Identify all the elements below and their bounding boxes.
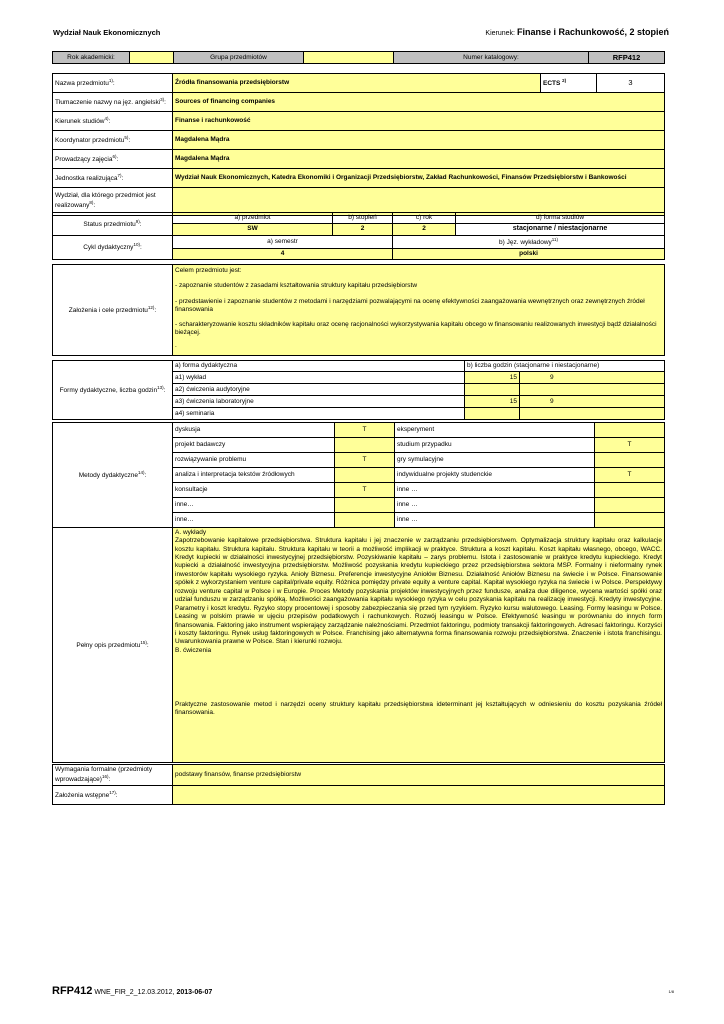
faculty-header: Wydział Nauk Ekonomicznych (53, 28, 161, 37)
method-mark[interactable]: T (335, 453, 395, 468)
method-name: inne … (395, 498, 595, 513)
cycle-label: Cykl dydaktyczny$^{10)}$: (53, 235, 173, 259)
methods-table (52, 422, 665, 528)
forms-form-header: a) forma dydaktyczna (173, 361, 465, 372)
status-form-header: d) forma studiów (456, 213, 665, 224)
direction-label: Kierunek studiów$^{4)}$: (53, 112, 173, 131)
academic-year-label: Rok akademicki: (53, 52, 130, 64)
direction-value[interactable]: Finanse i rachunkowość (173, 112, 665, 131)
method-mark[interactable]: T (335, 483, 395, 498)
goals-value[interactable] (173, 265, 665, 356)
method-name: studium przypadku (395, 438, 595, 453)
topbar-table (52, 51, 665, 64)
requirements-table (52, 764, 665, 805)
method-name: dyskusja (173, 423, 335, 438)
cycle-semester-header: a) semestr (173, 235, 393, 248)
unit-value[interactable]: Wydział Nauk Ekonomicznych, Katedra Ekonomiki i Organizacji Przedsiębiorstw, Zakład Rachunkowości, Finansów Przedsiębiorstw i Bankowości (173, 169, 665, 188)
method-name: inne… (173, 498, 335, 513)
form-item-auditory: a2) ćwiczenia audytoryjne (173, 384, 465, 396)
method-mark[interactable] (595, 483, 665, 498)
form-item-seminar: a4) seminaria (173, 408, 465, 420)
status-degree-value[interactable]: 2 (333, 224, 393, 236)
goals-line: - zapoznanie studentów z zasadami kształtowania struktury kapitału przedsiębiorstw (175, 282, 418, 290)
forms-hours-header: b) liczba godzin (stacjonarne i niestacjonarne) (465, 361, 665, 372)
method-mark[interactable] (335, 468, 395, 483)
cycle-semester-value[interactable]: 4 (173, 249, 393, 260)
teacher-value[interactable]: Magdalena Mądra (173, 150, 665, 169)
method-name: indywidualne projekty studenckie (395, 468, 595, 483)
form-hours-extramural[interactable] (520, 408, 665, 420)
method-name: analiza i interpretacja tekstów źródłowych (173, 468, 335, 483)
lectures-heading: A. wykłady (175, 529, 207, 536)
form-hours-stationary[interactable]: 15 (465, 396, 520, 408)
status-degree-header: b) stopień (333, 213, 393, 224)
ects-value[interactable]: 3 (597, 74, 665, 93)
form-item-laboratory: a3) ćwiczenia laboratoryjne (173, 396, 465, 408)
goals-table (52, 264, 665, 356)
method-name: inne… (173, 513, 335, 528)
form-hours-stationary[interactable]: 15 (465, 372, 520, 384)
method-mark[interactable] (595, 423, 665, 438)
field-prefix: Kierunek: (485, 30, 515, 37)
coordinator-label: Koordynator przedmiotu$^{5)}$: (53, 131, 173, 150)
cycle-language-header: b) Jęz. wykładowy$^{11)}$ (393, 235, 665, 248)
catalog-value: RFP412 (589, 52, 665, 64)
form-hours-stationary[interactable] (465, 408, 520, 420)
method-name: rozwiązywanie problemu (173, 453, 335, 468)
unit-label: Jednostka realizująca$^{7)}$: (53, 169, 173, 188)
status-label: Status przedmiotu$^{9)}$: (53, 213, 173, 236)
goals-line: - przedstawienie i zapoznanie studentów z metodami i narzędziami pozwalającymi na ocenę efektywności zaangażowania wewnętrznych oraz zewnętrznych źródeł finansowania (175, 298, 645, 314)
form-item-lecture: a1) wykład (173, 372, 465, 384)
description-table (52, 527, 665, 763)
form-hours-extramural[interactable] (520, 384, 665, 396)
goals-line: . (175, 341, 177, 349)
method-mark[interactable]: T (595, 438, 665, 453)
method-name: inne … (395, 513, 595, 528)
initial-assumptions-value[interactable] (173, 786, 665, 805)
main-form-table (52, 73, 665, 216)
status-form-value[interactable]: stacjonarne / niestacjonarne (456, 224, 665, 236)
name-value[interactable]: Źródła finansowania przedsiębiorstw (173, 74, 541, 93)
translation-label: Tłumaczenie nazwy na jęz. angielski$^{3)}$: (53, 93, 173, 112)
for-faculty-label: Wydział, dla którego przedmiot jest realizowany$^{8)}$: (53, 188, 173, 216)
status-year-header: c) rok (393, 213, 456, 224)
lectures-text: Zapotrzebowanie kapitałowe przedsiębiorstwa. Struktura kapitału i jej znaczenie w zarządzaniu przedsiębiorstwem. Optymalizacja struktury kapitału oraz kalkulacje kosztu kapitału. Struktura kapitału. Struktura kapitału w teorii a możliwość implikacji w praktyce. Struktura a koszt kapitału. Koszt kapitału własnego, obcego, WACC. Kredyt kupiecki w działalności inwestycyjnej przedsiębiorstw. Pozyskiwanie kapitału – zarys problemu. Istota i zastosowanie w praktyce kredytu kupieckiego. Kredyt kupiecki a działalność inwestycyjna przedsiębiorstw. Możliwość pozyskania kredytu kupieckiego przez przedsiębiorstwa sektora MSP. Formalny i nieformalny rynek inwestorów kapitału wysokiego ryzyka. Anioły Biznesu. Preferencje inwestycyjne Aniołów Biznesu. Działalność Aniołów Biznesu na świecie i w Polsce. Finansowanie spółek z wykorzystaniem venture capital/private equity. Różnica pomiędzy private equity a venture capital. Kapitał wysokiego ryzyka na świecie i w Polsce. Perspektywy rozwoju venture capital w Polsce i w Europie. Proces Metody pozyskania projektów inwestycyjnych przez fundusze, analiza due diligence, wycena wartości spółki oraz udział funduszu w zarządzaniu spółką. Możliwości zaangażowania kapitału wysokiego ryzyka w celu pozyskania kapitału na realizację inwestycji. Kredyty inwestycyjne. Parametry i koszt kredytu. Ryzyko stopy procentowej i sposoby zabezpieczania się przed tym ryzykiem. Ryzyko kursu walutowego. Leasing. Formy leasingu w Polsce. Leasing w polskim prawie w ujęciu przepisów podatkowych i rachunkowych. Rozwój leasingu w Polsce. Efektywność leasingu w porównaniu do innych form finansowania. Faktoring jako instrument wspierający zarządzanie należnościami. Przedmiot faktoringu, podmioty transakcji faktoringowych. Adresaci faktoringu. Korzyści i koszty faktoringu. Rynek usług faktoringowych w Polsce. Franchising jako alternatywna forma finansowania rozwoju przedsiębiorstwa. Znaczenie i istota franchisingu. Uwarunkowania prawne w Polsce. Stan i kierunki rozwoju. (175, 537, 662, 646)
method-mark[interactable] (595, 453, 665, 468)
exercises-heading: B. ćwiczenia (175, 646, 212, 654)
footer-date: 2013-06-07 (176, 989, 213, 996)
method-mark[interactable] (335, 438, 395, 453)
group-value[interactable] (304, 52, 394, 64)
methods-label: Metody dydaktyczne$^{14)}$: (53, 423, 173, 528)
cycle-language-value[interactable]: polski (393, 249, 665, 260)
method-mark[interactable] (595, 513, 665, 528)
catalog-label: Numer katalogowy: (394, 52, 589, 64)
method-mark[interactable]: T (335, 423, 395, 438)
method-mark[interactable] (335, 513, 395, 528)
method-name: projekt badawczy (173, 438, 335, 453)
form-hours-extramural[interactable]: 9 (520, 396, 665, 408)
description-label: Pełny opis przedmiotu$^{15)}$: (53, 528, 173, 763)
goals-line: - scharakteryzowanie kosztu składników kapitału oraz ocenę racjonalności wykorzystywania kapitału obcego w finansowaniu realizowanych inwestycji bądź działalności bieżącej. (175, 320, 657, 336)
status-year-value[interactable]: 2 (393, 224, 456, 236)
method-mark[interactable] (335, 498, 395, 513)
form-hours-extramural[interactable]: 9 (520, 372, 665, 384)
name-label: Nazwa przedmiotu$^{1)}$: (53, 74, 173, 93)
status-table (52, 212, 665, 260)
method-name: eksperyment (395, 423, 595, 438)
academic-year-value[interactable] (130, 52, 174, 64)
method-name: gry symulacyjne (395, 453, 595, 468)
teacher-label: Prowadzący zajęcia$^{6)}$: (53, 150, 173, 169)
status-subject-header: a) przedmiot (173, 213, 333, 224)
goals-line: Celem przedmiotu jest: (175, 267, 242, 274)
field-header (485, 27, 669, 37)
forms-label: Formy dydaktyczne, liczba godzin$^{13)}$: (53, 361, 173, 420)
requirements-label: Wymagania formalne (przedmioty wprowadzające)$^{16)}$: (53, 765, 173, 786)
ects-label: ECTS $^{2)}$ (541, 74, 597, 93)
method-name: inne … (395, 483, 595, 498)
initial-assumptions-label: Założenia wstępne$^{17)}$: (53, 786, 173, 805)
field-value: Finanse i Rachunkowość, 2 stopień (516, 27, 669, 37)
page-number: 1/8 (668, 989, 674, 994)
coordinator-value[interactable]: Magdalena Mądra (173, 131, 665, 150)
exercises-text: Praktyczne zastosowanie metod i narzędzi oceny struktury kapitału przedsiębiorstwa ideterminant jej kształtujących w odniesieniu do kosztu pozyskania źródeł finansowania. (175, 700, 662, 717)
footer (52, 985, 212, 997)
group-label: Grupa przedmiotów (174, 52, 304, 64)
goals-label: Założenia i cele przedmiotu$^{12)}$: (53, 265, 173, 356)
description-value[interactable] (173, 528, 665, 763)
forms-table (52, 360, 665, 420)
form-hours-stationary[interactable] (465, 384, 520, 396)
footer-meta: WNE_FIR_2_12.03.2012, (94, 989, 175, 996)
footer-code: RFP412 (52, 985, 93, 997)
status-subject-value[interactable]: SW (173, 224, 333, 236)
requirements-value[interactable]: podstawy finansów, finanse przedsiębiorstw (173, 765, 665, 786)
method-mark[interactable] (595, 498, 665, 513)
translation-value[interactable]: Sources of financing companies (173, 93, 665, 112)
method-name: konsultacje (173, 483, 335, 498)
method-mark[interactable]: T (595, 468, 665, 483)
